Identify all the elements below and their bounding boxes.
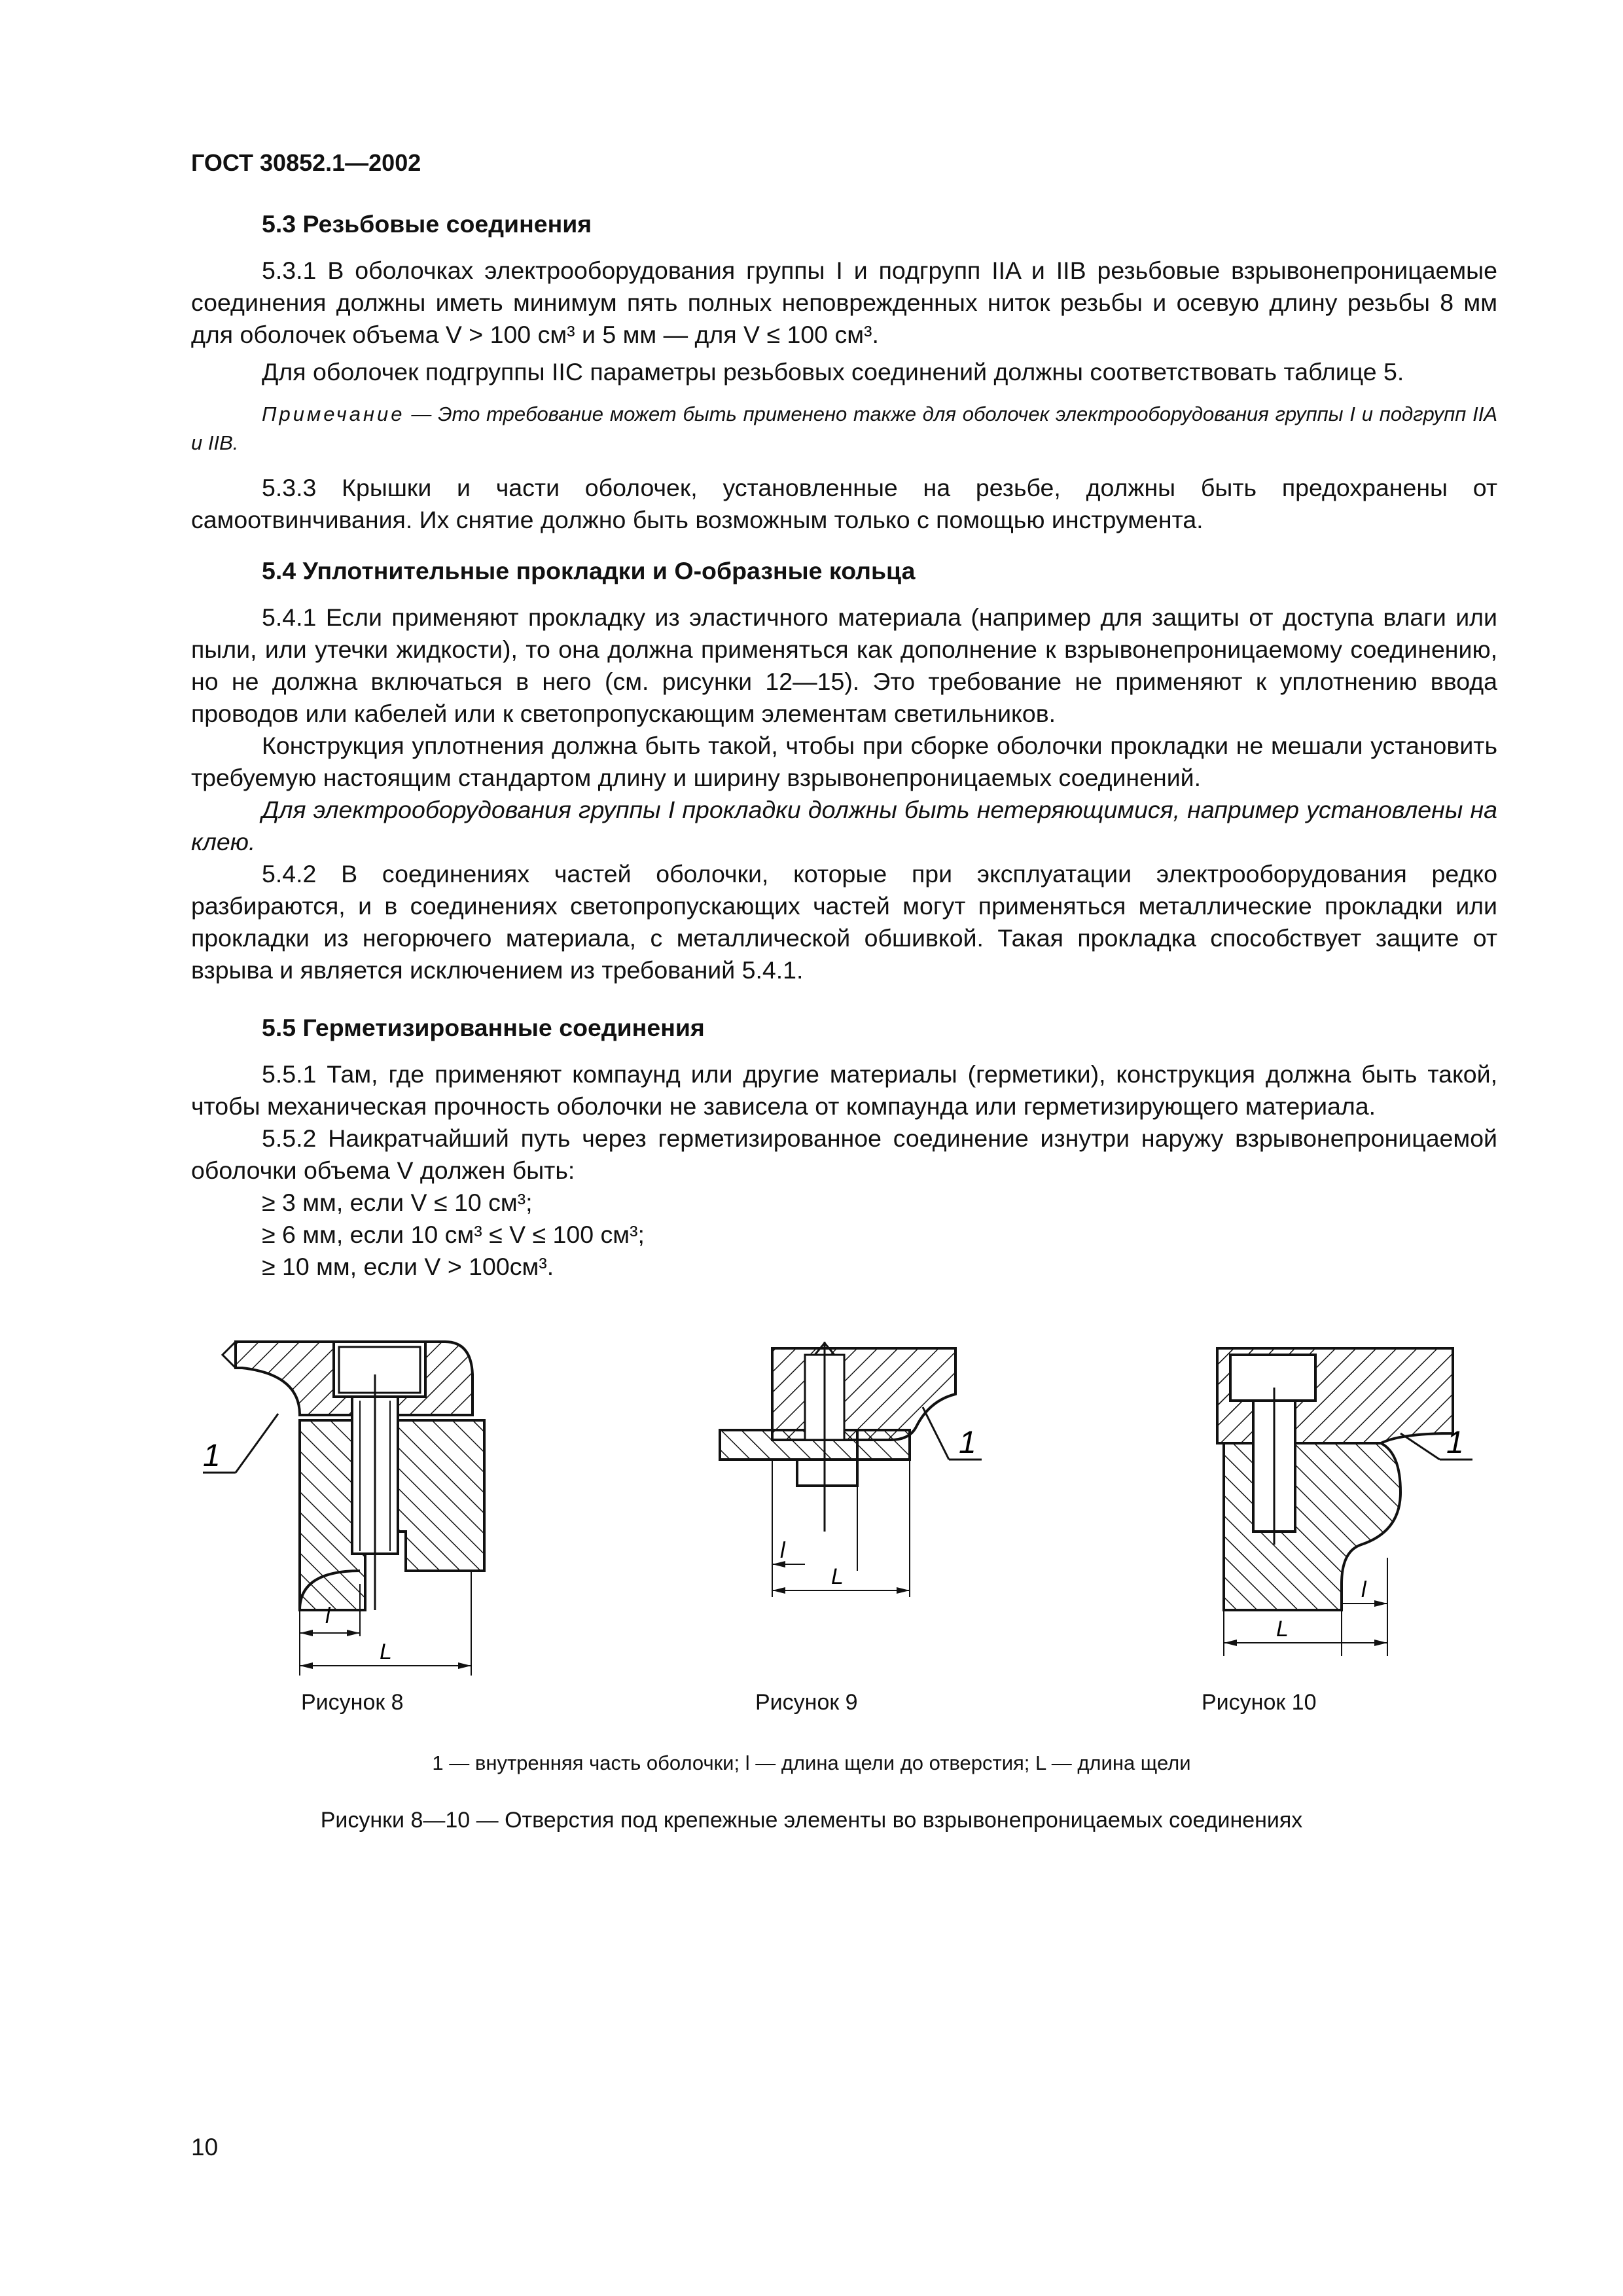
dimension-L: L [380, 1640, 392, 1664]
figure-9-caption: Рисунок 9 [755, 1690, 858, 1715]
document-header: ГОСТ 30852.1—2002 [191, 149, 421, 176]
section-heading: 5.3 Резьбовые соединения [262, 210, 592, 238]
callout-1: 1 [1446, 1426, 1464, 1460]
paragraph: 5.3.1 В оболочках электрооборудования группы I и подгрупп IIA и IIB резьбовые взрывонепроницаемые соединения должны иметь минимум пять полных неповрежденных ниток резьбы и осевую длину резьбы 8 мм для оболочек объема V > 100 см³ и 5 мм — для V ≤ 100 см³. [191, 257, 1497, 348]
paragraph: 5.4.2 В соединениях частей оболочки, которые при эксплуатации электрооборудования редко разбираются, и в соединениях светопропускающих частей могут применяться металлические прокладки или прокладки из негорючего материала, с металлической обшивкой. Такая прокладка способствует защите от взрыва и является исключением из требований 5.4.1. [191, 860, 1497, 984]
paragraph: Для электрооборудования группы I прокладки должны быть нетеряющимися, например установлены на клею. [191, 796, 1497, 855]
figure-8-caption: Рисунок 8 [301, 1690, 404, 1715]
dimension-L: L [831, 1564, 844, 1589]
note [191, 400, 1497, 457]
dimension-l: l [780, 1538, 785, 1563]
figure-8-drawing [183, 1335, 524, 1689]
callout-1: 1 [203, 1439, 221, 1473]
callout-1: 1 [959, 1426, 976, 1460]
list-item: ≥ 3 мм, если V ≤ 10 см³; [262, 1189, 533, 1216]
figure-group-caption: Рисунки 8—10 — Отверстия под крепежные элементы во взрывонепроницаемых соединениях [320, 1808, 1303, 1833]
figure-9-drawing [707, 1335, 1021, 1643]
paragraph: 5.5.2 Наикратчайший путь через герметизированное соединение изнутри наружу взрывонепроницаемой оболочки объема V должен быть: [191, 1124, 1497, 1184]
section-5-5 [191, 1012, 1497, 1283]
section-5-4 [191, 555, 1497, 986]
paragraph: 5.4.1 Если применяют прокладку из эластичного материала (например для защиты от доступа влаги или пыли, или утечки жидкости), то она должна применяться как дополнение к взрывонепроницаемому соединению, но не должна включаться в него (см. рисунки 12—15). Это требование не применяют к уплотнению ввода проводов или кабелей или к светопропускающим элементам светильников. [191, 603, 1497, 727]
paragraph: 5.5.1 Там, где применяют компаунд или другие материалы (герметики), конструкция должна быть такой, чтобы механическая прочность оболочки не зависела от компаунда или герметизирующего материала. [191, 1060, 1497, 1120]
section-heading: 5.5 Герметизированные соединения [262, 1014, 705, 1041]
note-lead: Примечание [262, 403, 405, 425]
section-5-3 [191, 208, 1497, 536]
page-number: 10 [191, 2134, 219, 2161]
paragraph: 5.3.3 Крышки и части оболочек, установленные на резьбе, должны быть предохранены от самоотвинчивания. Их снятие должно быть возможным только с помощью инструмента. [191, 474, 1497, 533]
list-item: ≥ 10 мм, если V > 100см³. [262, 1253, 554, 1280]
dimension-l: l [1361, 1577, 1366, 1602]
figure-10-drawing [1165, 1335, 1479, 1662]
note-text: — Это требование может быть применено также для оболочек электрооборудования группы I и подгрупп IIA и IIB. [191, 403, 1497, 454]
dimension-L: L [1276, 1617, 1289, 1641]
paragraph: Конструкция уплотнения должна быть такой, чтобы при сборке оболочки прокладки не мешали установить требуемую настоящим стандартом длину и ширину взрывонепроницаемых соединений. [191, 732, 1497, 791]
figure-legend: 1 — внутренняя часть оболочки; l — длина щели до отверстия; L — длина щели [432, 1751, 1191, 1774]
dimension-l: l [325, 1604, 330, 1628]
section-heading: 5.4 Уплотнительные прокладки и О-образные кольца [262, 557, 916, 584]
paragraph: Для оболочек подгруппы IIC параметры резьбовых соединений должны соответствовать таблице 5. [262, 358, 1404, 386]
list-item: ≥ 6 мм, если 10 см³ ≤ V ≤ 100 см³; [262, 1221, 645, 1248]
figure-10-caption: Рисунок 10 [1202, 1690, 1317, 1715]
